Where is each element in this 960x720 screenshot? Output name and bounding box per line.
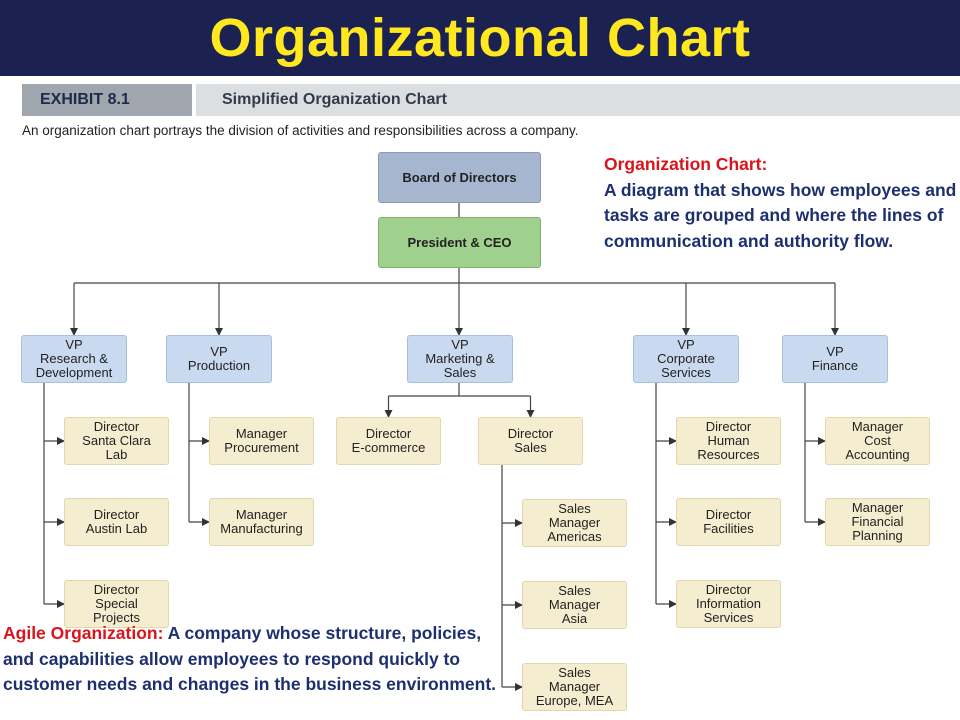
agile-organization-definition bbox=[3, 621, 503, 698]
vp-box-production: VP Production bbox=[166, 335, 272, 383]
agile-text: A company whose structure, policies, and capabilities allow employees to respond quickly to customer needs and changes in the business environment. bbox=[3, 623, 497, 694]
org-chart-definition bbox=[604, 152, 960, 254]
sales-manager-box: Sales Manager Asia bbox=[522, 581, 627, 629]
exhibit-label: EXHIBIT 8.1 bbox=[22, 84, 192, 116]
sales-manager-box: Sales Manager Americas bbox=[522, 499, 627, 547]
production-report-box: Manager Manufacturing bbox=[209, 498, 314, 546]
corporate-report-box: Director Facilities bbox=[676, 498, 781, 546]
vp-box-finance: VP Finance bbox=[782, 335, 888, 383]
rd-report-box: Director Special Projects bbox=[64, 580, 169, 628]
rd-report-box: Director Santa Clara Lab bbox=[64, 417, 169, 465]
marketing-director-box: Director Sales bbox=[478, 417, 583, 465]
marketing-director-box: Director E-commerce bbox=[336, 417, 441, 465]
vp-box-rd: VP Research & Development bbox=[21, 335, 127, 383]
president-ceo-box: President & CEO bbox=[378, 217, 541, 268]
exhibit-caption: An organization chart portrays the division of activities and responsibilities across a company. bbox=[22, 123, 579, 138]
vp-box-corporate: VP Corporate Services bbox=[633, 335, 739, 383]
production-report-box: Manager Procurement bbox=[209, 417, 314, 465]
finance-report-box: Manager Financial Planning bbox=[825, 498, 930, 546]
rd-report-box: Director Austin Lab bbox=[64, 498, 169, 546]
corporate-report-box: Director Information Services bbox=[676, 580, 781, 628]
definition-text: A diagram that shows how employees and tasks are grouped and where the lines of communication and authority flow. bbox=[604, 179, 957, 251]
board-of-directors-box: Board of Directors bbox=[378, 152, 541, 203]
definition-term: Organization Chart: bbox=[604, 154, 768, 174]
corporate-report-box: Director Human Resources bbox=[676, 417, 781, 465]
sales-manager-box: Sales Manager Europe, MEA bbox=[522, 663, 627, 711]
finance-report-box: Manager Cost Accounting bbox=[825, 417, 930, 465]
exhibit-title: Simplified Organization Chart bbox=[196, 84, 960, 116]
slide-title: Organizational Chart bbox=[209, 8, 751, 68]
agile-term: Agile Organization: bbox=[3, 623, 164, 643]
vp-box-marketing: VP Marketing & Sales bbox=[407, 335, 513, 383]
